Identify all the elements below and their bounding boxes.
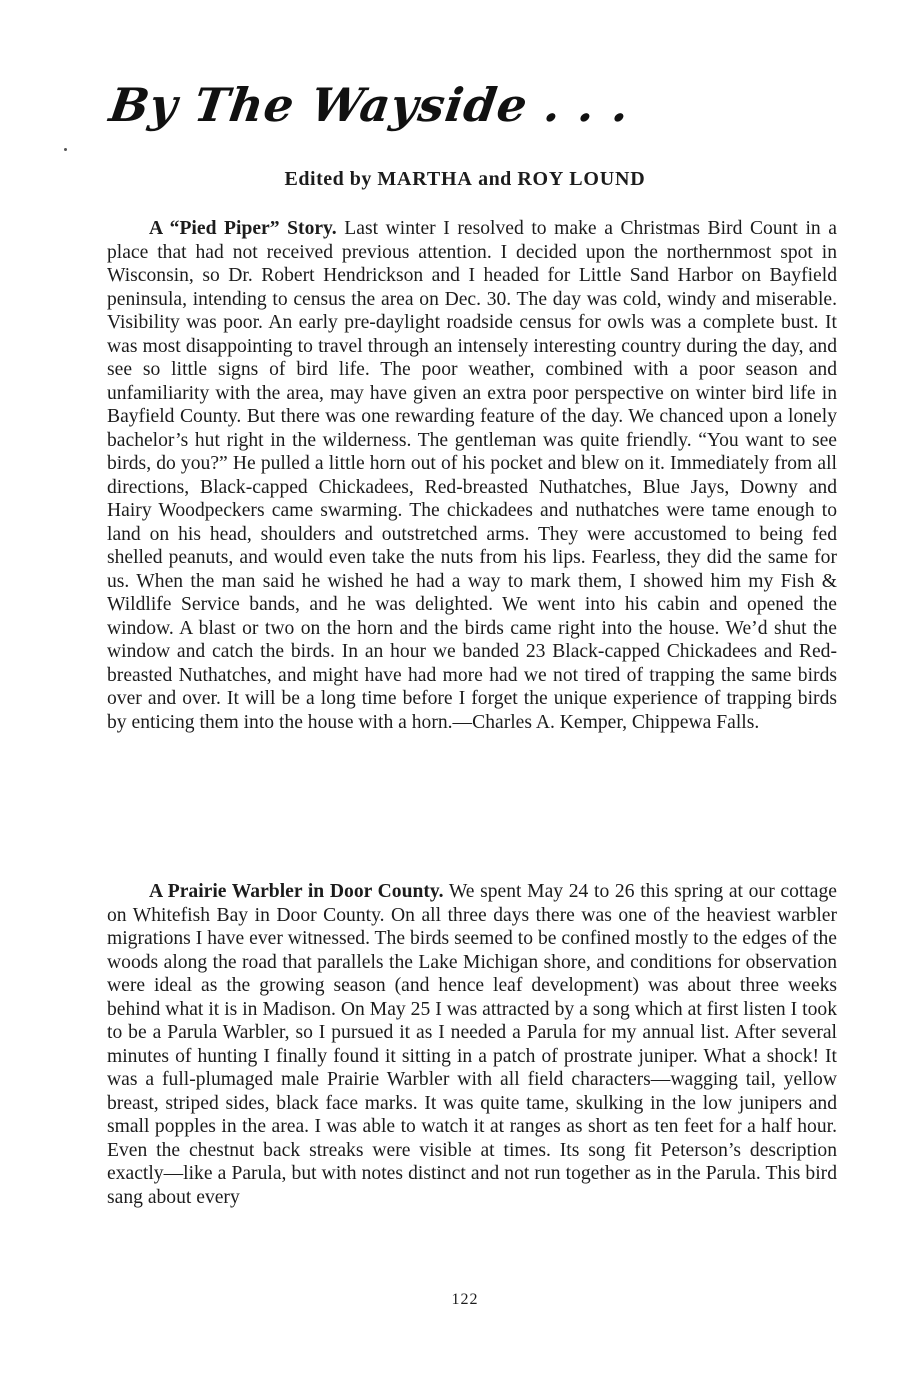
article-body: Last winter I resolved to make a Christmas Bird Count in a place that had not received previous attention. I decided upon the northernmost spot in Wisconsin, so Dr. Robert Hendrickson and I headed for Little Sand Harbor on Bayfield peninsula, intending to census the area on Dec. 30. The day was cold, windy and miserable. Visibility was poor. An early pre-daylight roadside census for owls was a complete bust. It was most disappointing to travel through an intensely interesting country during the day, and see so little signs of bird life. The poor weather, combined with a poor season and unfamiliarity with the area, may have given an extra poor perspective on winter bird life in Bayfield County. But there was one rewarding feature of the day. We chanced upon a lonely bachelor’s hut right in the wilderness. The gentleman was quite friendly. “You want to see birds, do you?” He pulled a little horn out of his pocket and blew on it. Immediately from all directions, Black-capped Chickadees, Red-breasted Nuthatches, Blue Jays, Downy and Hairy Woodpeckers came swarming. The chickadees and nuthatches were tame enough to land on his head, shoulders and outstretched arms. They were accustomed to being fed shelled peanuts, and would even take the nuts from his lips. Fearless, they did the same for us. When the man said he wished he had a way to mark them, I showed him my Fish & Wildlife Service bands, and he was delighted. We went into his cabin and opened the window. A blast or two on the horn and the birds came right into the house. We’d shut the window and catch the birds. In an hour we banded 23 Black-capped Chickadees and Red-breasted Nuthatches, and might have had more had we not tired of trapping the same birds over and over. It will be a long time before I forget the unique experience of trapping birds by enticing them into the house with a horn.—Charles A. Kemper, Chippewa Falls. [107,218,837,733]
byline-editor-1: MARTHA [377,168,473,190]
article-title: A “Pied Piper” Story. [149,218,337,239]
byline-prefix: Edited by [284,168,378,190]
article-body: We spent May 24 to 26 this spring at our cottage on Whitefish Bay in Door County. On all three days there was one of the heaviest warbler migrations I have ever witnessed. The birds seemed to be confined mostly to the edges of the woods along the road that parallels the Lake Michigan shore, and conditions for observation were ideal as the growing season (and hence leaf development) was about three weeks behind what it is in Madison. On May 25 I was attracted by a song which at first listen I took to be a Parula Warbler, so I pursued it as I needed a Parula for my annual list. After several minutes of hunting I finally found it sitting in a patch of prostrate juniper. What a shock! It was a full-plumaged male Prairie Warbler with all field characters—wagging tail, yellow breast, striped sides, black face marks. It was quite tame, skulking in the low junipers and small popples in the area. I was able to watch it at ranges as short as ten feet for a half hour. Even the chestnut back streaks were visible at times. Its song fit Peterson’s description exactly—like a Parula, but with notes distinct and not run together as in the Parula. This bird sang about every [107,881,838,1208]
byline-conjunction: and [472,168,518,190]
article-title: A Prairie Warbler in Door County. [149,881,444,902]
page-number: 122 [451,1291,479,1308]
print-speck [64,148,67,151]
article-pied-piper [107,217,837,734]
section-heading: By The Wayside . . . [106,78,634,132]
article-prairie-warbler [107,880,837,1209]
byline-editor-2: ROY LOUND [517,168,646,190]
byline [0,168,900,191]
